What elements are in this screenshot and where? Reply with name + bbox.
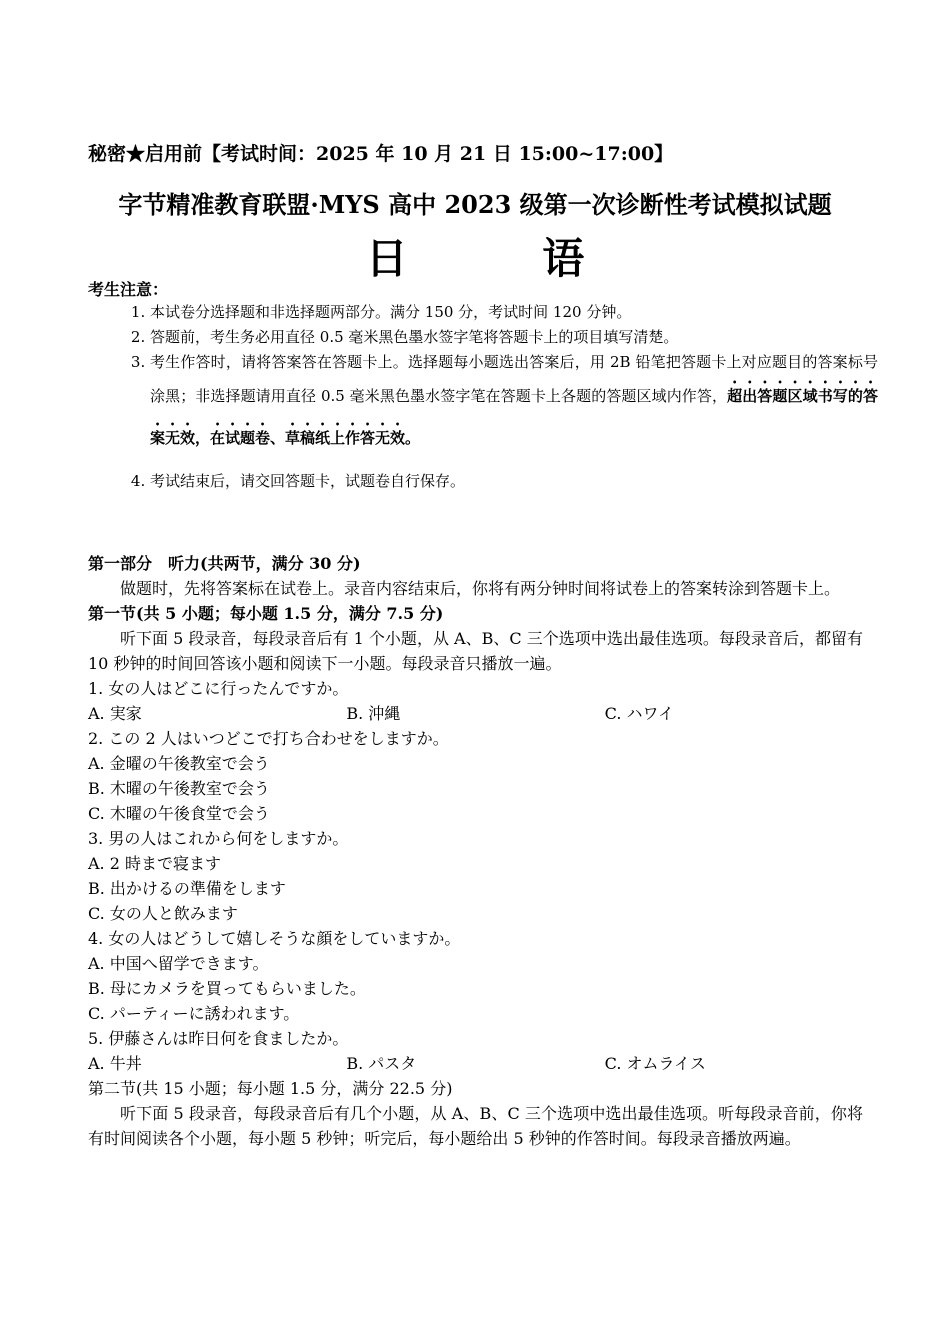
notice-title: 考生注意： bbox=[88, 280, 169, 299]
section1-heading: 第一节(共 5 小题；每小题 1.5 分，满分 7.5 分) bbox=[88, 604, 444, 623]
notice-emphasis: 超出答题区域书写的答案无效，在试题卷、草稿纸上作答无效。 bbox=[150, 387, 878, 447]
option-a: A. 中国へ留学できます。 bbox=[88, 954, 269, 973]
option-a: A. 金曜の午後教室で会う bbox=[88, 754, 270, 773]
notice-list bbox=[88, 300, 878, 494]
section1-intro: 听下面 5 段录音，每段录音后有 1 个小题，从 A、B、C 三个选项中选出最佳选项。每段录音后，都留有 10 秒钟的时间回答该小题和阅读下一小题。每段录音只播放一遍。 bbox=[88, 629, 863, 673]
notice-item bbox=[150, 325, 878, 350]
notice-item bbox=[150, 469, 878, 494]
subject-title: 日 语 bbox=[365, 234, 645, 283]
option-c: C. 女の人と飲みます bbox=[88, 904, 238, 923]
option-a: A. 実家 bbox=[88, 704, 142, 723]
option-b: B. 沖縄 bbox=[346, 704, 401, 723]
notice-item-text: 考试结束后，请交回答题卡，试题卷自行保存。 bbox=[150, 472, 466, 490]
option-b: B. 木曜の午後教室で会う bbox=[88, 779, 270, 798]
question-3-stem: 3. 男の人はこれから何をしますか。 bbox=[88, 829, 349, 848]
part1-heading: 第一部分 听力(共两节，满分 30 分) bbox=[88, 554, 361, 573]
question-2-stem: 2. この 2 人はいつどこで打ち合わせをしますか。 bbox=[88, 729, 449, 748]
option-b: B. 母にカメラを買ってもらいました。 bbox=[88, 979, 366, 998]
notice-item bbox=[150, 300, 878, 325]
notice-item bbox=[150, 350, 878, 459]
confidential-header: 秘密★启用前【考试时间：2025 年 10 月 21 日 15:00~17:00】 bbox=[88, 143, 674, 165]
option-c: C. ハワイ bbox=[604, 704, 675, 723]
section2-intro: 听下面 5 段录音，每段录音后有几个小题，从 A、B、C 三个选项中选出最佳选项。听每段录音前，你将有时间阅读各个小题，每小题 5 秒钟；听完后，每小题给出 5 秒钟的作答时间。每段录音播放两遍。 bbox=[88, 1104, 863, 1148]
option-a: A. 2 時まで寝ます bbox=[88, 854, 221, 873]
section2-heading: 第二节(共 15 小题；每小题 1.5 分，满分 22.5 分) bbox=[88, 1079, 453, 1098]
notice-item-text: 本试卷分选择题和非选择题两部分。满分 150 分，考试时间 120 分钟。 bbox=[150, 303, 632, 321]
option-c: C. 木曜の午後食堂で会う bbox=[88, 804, 270, 823]
option-a: A. 牛丼 bbox=[88, 1054, 142, 1073]
option-b: B. パスタ bbox=[346, 1054, 417, 1073]
notice-item-text: 答题前，考生务必用直径 0.5 毫米黑色墨水签字笔将答题卡上的项目填写清楚。 bbox=[150, 328, 679, 346]
listening-part bbox=[88, 551, 863, 1151]
option-c: C. オムライス bbox=[604, 1054, 706, 1073]
question-5-stem: 5. 伊藤さんは昨日何を食ましたか。 bbox=[88, 1029, 349, 1048]
exam-title: 字节精准教育联盟·MYS 高中 2023 级第一次诊断性考试模拟试题 bbox=[118, 190, 832, 219]
question-4-stem: 4. 女の人はどうして嬉しそうな顔をしていますか。 bbox=[88, 929, 461, 948]
option-c: C. パーティーに誘われます。 bbox=[88, 1004, 300, 1023]
notice-item-text: 考生作答时，请将答案答在答题卡上。选择题每小题选出答案后，用 2B 铅笔把答题卡上对应题目的答案标号涂黑；非选择题请用直径 0.5 毫米黑色墨水签字笔在答题卡上各题的答题区域内作答， bbox=[150, 353, 878, 405]
part1-intro: 做题时，先将答案标在试卷上。录音内容结束后，你将有两分钟时间将试卷上的答案转涂到答题卡上。 bbox=[120, 579, 841, 598]
option-b: B. 出かけるの準備をします bbox=[88, 879, 286, 898]
question-1-options bbox=[88, 701, 863, 726]
question-1-stem: 1. 女の人はどこに行ったんですか。 bbox=[88, 679, 349, 698]
question-5-options bbox=[88, 1051, 863, 1076]
